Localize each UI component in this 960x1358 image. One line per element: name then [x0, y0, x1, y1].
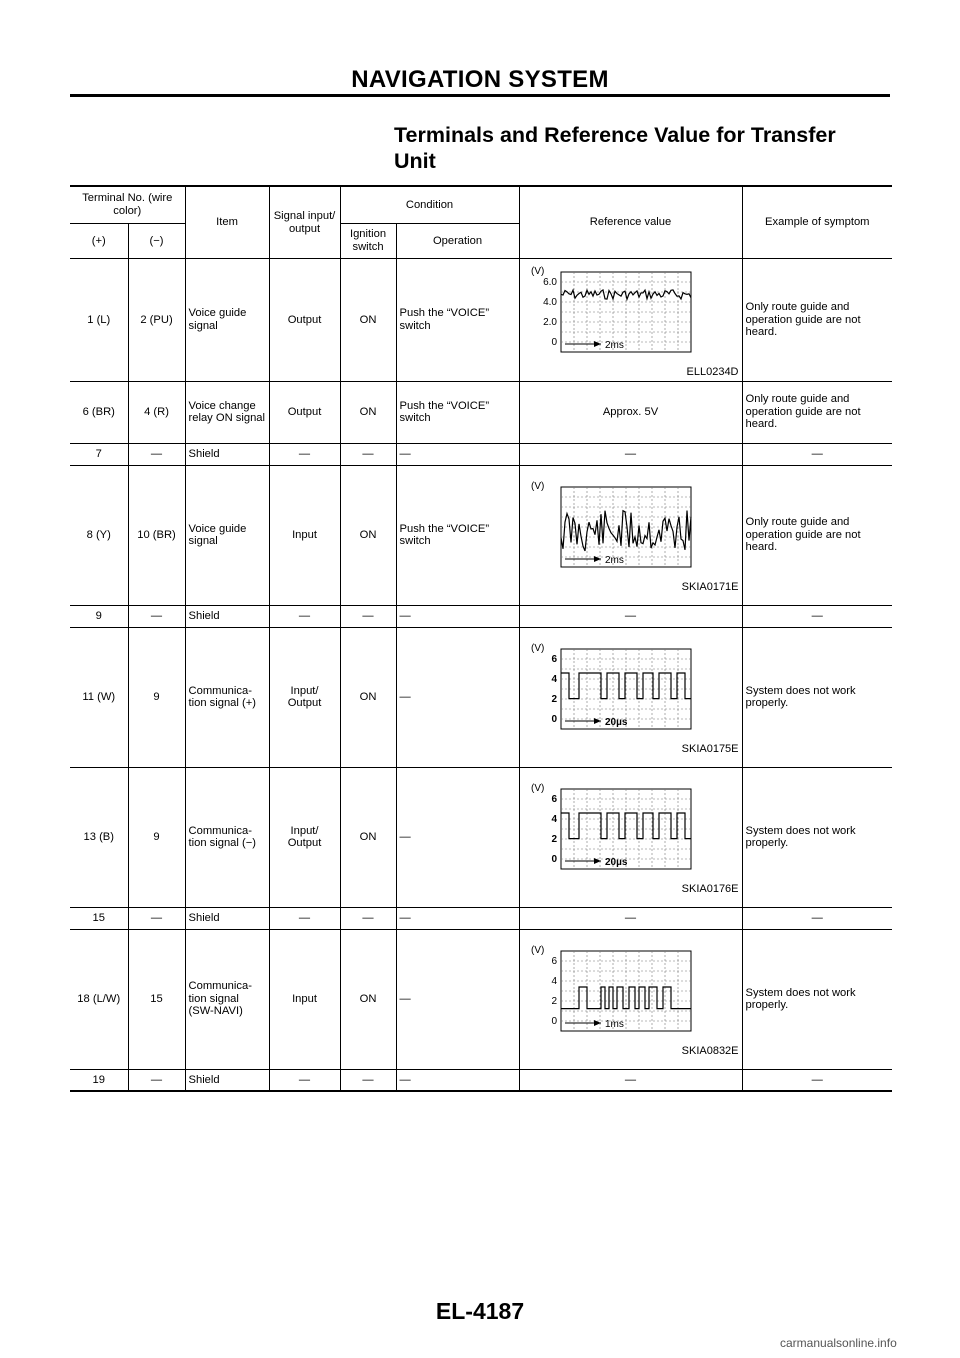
section-title: Terminals and Reference Value for Transfer Unit [394, 123, 836, 173]
item-cell: Shield [185, 907, 269, 929]
operation-cell: Push the “VOICE” switch [396, 465, 519, 605]
table-row [70, 259, 892, 382]
scope-y-label: 6 [550, 794, 557, 806]
scope-unit-label: (V) [530, 266, 544, 277]
item-cell: Voice guide signal [185, 465, 269, 605]
terminal-plus-cell: 1 (L) [70, 259, 128, 382]
reference-waveform-cell [519, 465, 742, 605]
terminal-minus-cell: — [128, 907, 185, 929]
header-terminal: Terminal No. (wire color) [70, 186, 185, 224]
header-rule [70, 94, 890, 97]
table-row [70, 1069, 892, 1091]
scope-y-label: 0 [550, 1016, 557, 1028]
terminal-minus-cell: — [128, 1069, 185, 1091]
operation-cell: — [396, 907, 519, 929]
signal-io-cell: — [269, 907, 340, 929]
terminal-reference-table [70, 185, 892, 1092]
operation-cell: — [396, 605, 519, 627]
operation-cell: Push the “VOICE” switch [396, 381, 519, 443]
ignition-cell: — [340, 1069, 396, 1091]
ignition-cell: — [340, 605, 396, 627]
reference-waveform-cell [519, 929, 742, 1069]
header-ignition: Ignition switch [340, 224, 396, 259]
reference-value-cell: — [519, 1069, 742, 1091]
table-header-row [70, 186, 892, 224]
reference-waveform-cell [519, 767, 742, 907]
ignition-cell: — [340, 907, 396, 929]
scope-y-label: 4 [550, 674, 557, 686]
table-row [70, 929, 892, 1069]
operation-cell: Push the “VOICE” switch [396, 259, 519, 382]
header-item: Item [185, 186, 269, 259]
scope-y-label: 0 [550, 854, 557, 866]
table-row [70, 907, 892, 929]
item-cell: Voice guide signal [185, 259, 269, 382]
header-condition: Condition [340, 186, 519, 224]
scope-y-label: 6 [550, 956, 557, 968]
item-cell: Communica- tion signal (SW-NAVI) [185, 929, 269, 1069]
operation-cell: — [396, 929, 519, 1069]
ignition-cell: ON [340, 381, 396, 443]
ignition-cell: ON [340, 259, 396, 382]
scope-unit-label: (V) [530, 945, 544, 957]
ignition-cell: ON [340, 627, 396, 767]
figure-id: SKIA0171E [681, 581, 739, 594]
item-cell: Shield [185, 1069, 269, 1091]
ignition-cell: — [340, 443, 396, 465]
waveform-trace [561, 987, 691, 1009]
terminal-minus-cell: — [128, 605, 185, 627]
scope-time-label: 20µs [604, 717, 627, 729]
symptom-cell: Only route guide and operation guide are not heard. [742, 465, 892, 605]
oscilloscope-waveform [527, 781, 697, 881]
scope-y-label: 2 [550, 996, 557, 1008]
ignition-cell: ON [340, 929, 396, 1069]
scope-y-label: 6 [550, 654, 557, 666]
header-signal: Signal input/ output [269, 186, 340, 259]
terminal-minus-cell: 15 [128, 929, 185, 1069]
figure-id: ELL0234D [686, 366, 739, 378]
signal-io-cell: — [269, 605, 340, 627]
table-row [70, 627, 892, 767]
ignition-cell: ON [340, 465, 396, 605]
reference-waveform-cell [519, 627, 742, 767]
terminal-plus-cell: 19 [70, 1069, 128, 1091]
oscilloscope-waveform [527, 479, 697, 579]
scope-unit-label: (V) [530, 783, 544, 795]
scope-unit-label: (V) [530, 643, 544, 655]
symptom-cell: System does not work properly. [742, 627, 892, 767]
symptom-cell: Only route guide and operation guide are not heard. [742, 259, 892, 382]
scope-time-label: 2ms [604, 555, 624, 567]
symptom-cell: System does not work properly. [742, 929, 892, 1069]
terminal-minus-cell: 2 (PU) [128, 259, 185, 382]
table-row [70, 443, 892, 465]
reference-value-cell: Approx. 5V [519, 381, 742, 443]
item-cell: Shield [185, 605, 269, 627]
scope-y-label: 4 [550, 976, 557, 988]
symptom-cell: Only route guide and operation guide are not heard. [742, 381, 892, 443]
scope-y-label: 0 [550, 337, 557, 348]
watermark: carmanualsonline.info [780, 1336, 897, 1350]
header-symptom: Example of symptom [742, 186, 892, 259]
scope-y-label: 0 [550, 714, 557, 726]
scope-y-label: 2 [550, 694, 557, 706]
terminal-plus-cell: 6 (BR) [70, 381, 128, 443]
figure-id: SKIA0176E [681, 883, 739, 896]
scope-y-label: 2 [550, 834, 557, 846]
symptom-cell: — [742, 605, 892, 627]
operation-cell: — [396, 627, 519, 767]
scope-time-label: 2ms [604, 340, 624, 351]
operation-cell: — [396, 443, 519, 465]
scope-time-label: 20µs [604, 857, 627, 869]
oscilloscope-waveform [527, 943, 697, 1043]
symptom-cell: — [742, 1069, 892, 1091]
terminal-minus-cell: — [128, 443, 185, 465]
terminal-plus-cell: 15 [70, 907, 128, 929]
reference-value-cell: — [519, 443, 742, 465]
figure-id: SKIA0832E [681, 1045, 739, 1058]
table-row [70, 381, 892, 443]
table-row [70, 465, 892, 605]
symptom-cell: System does not work properly. [742, 767, 892, 907]
table-row [70, 605, 892, 627]
reference-value-cell: — [519, 907, 742, 929]
terminal-plus-cell: 11 (W) [70, 627, 128, 767]
header-operation: Operation [396, 224, 519, 259]
figure-id: SKIA0175E [681, 743, 739, 756]
item-cell: Communica- tion signal (+) [185, 627, 269, 767]
terminal-plus-cell: 18 (L/W) [70, 929, 128, 1069]
terminal-plus-cell: 9 [70, 605, 128, 627]
signal-io-cell: Input [269, 465, 340, 605]
scope-unit-label: (V) [530, 481, 544, 493]
ignition-cell: ON [340, 767, 396, 907]
oscilloscope-waveform [527, 641, 697, 741]
item-cell: Voice change relay ON signal [185, 381, 269, 443]
terminal-minus-cell: 4 (R) [128, 381, 185, 443]
signal-io-cell: Output [269, 259, 340, 382]
symptom-cell: — [742, 443, 892, 465]
header-minus: (−) [128, 224, 185, 259]
scope-y-label: 2.0 [542, 317, 557, 328]
scope-y-label: 4 [550, 814, 557, 826]
signal-io-cell: — [269, 1069, 340, 1091]
page-number: EL-4187 [435, 1298, 525, 1324]
header-reference: Reference value [519, 186, 742, 259]
table-row [70, 767, 892, 907]
terminal-plus-cell: 13 (B) [70, 767, 128, 907]
scope-y-label: 6.0 [542, 277, 557, 288]
terminal-minus-cell: 10 (BR) [128, 465, 185, 605]
page-header-title: NAVIGATION SYSTEM [351, 66, 609, 93]
terminal-minus-cell: 9 [128, 767, 185, 907]
terminal-plus-cell: 8 (Y) [70, 465, 128, 605]
signal-io-cell: Input/ Output [269, 627, 340, 767]
reference-value-cell: — [519, 605, 742, 627]
operation-cell: — [396, 767, 519, 907]
signal-io-cell: — [269, 443, 340, 465]
signal-io-cell: Output [269, 381, 340, 443]
signal-io-cell: Input [269, 929, 340, 1069]
item-cell: Communica- tion signal (−) [185, 767, 269, 907]
signal-io-cell: Input/ Output [269, 767, 340, 907]
reference-waveform-cell [519, 259, 742, 382]
oscilloscope-waveform [527, 264, 697, 364]
terminal-plus-cell: 7 [70, 443, 128, 465]
item-cell: Shield [185, 443, 269, 465]
terminal-minus-cell: 9 [128, 627, 185, 767]
scope-time-label: 1ms [604, 1019, 624, 1031]
symptom-cell: — [742, 907, 892, 929]
header-plus: (+) [70, 224, 128, 259]
scope-y-label: 4.0 [542, 297, 557, 308]
operation-cell: — [396, 1069, 519, 1091]
